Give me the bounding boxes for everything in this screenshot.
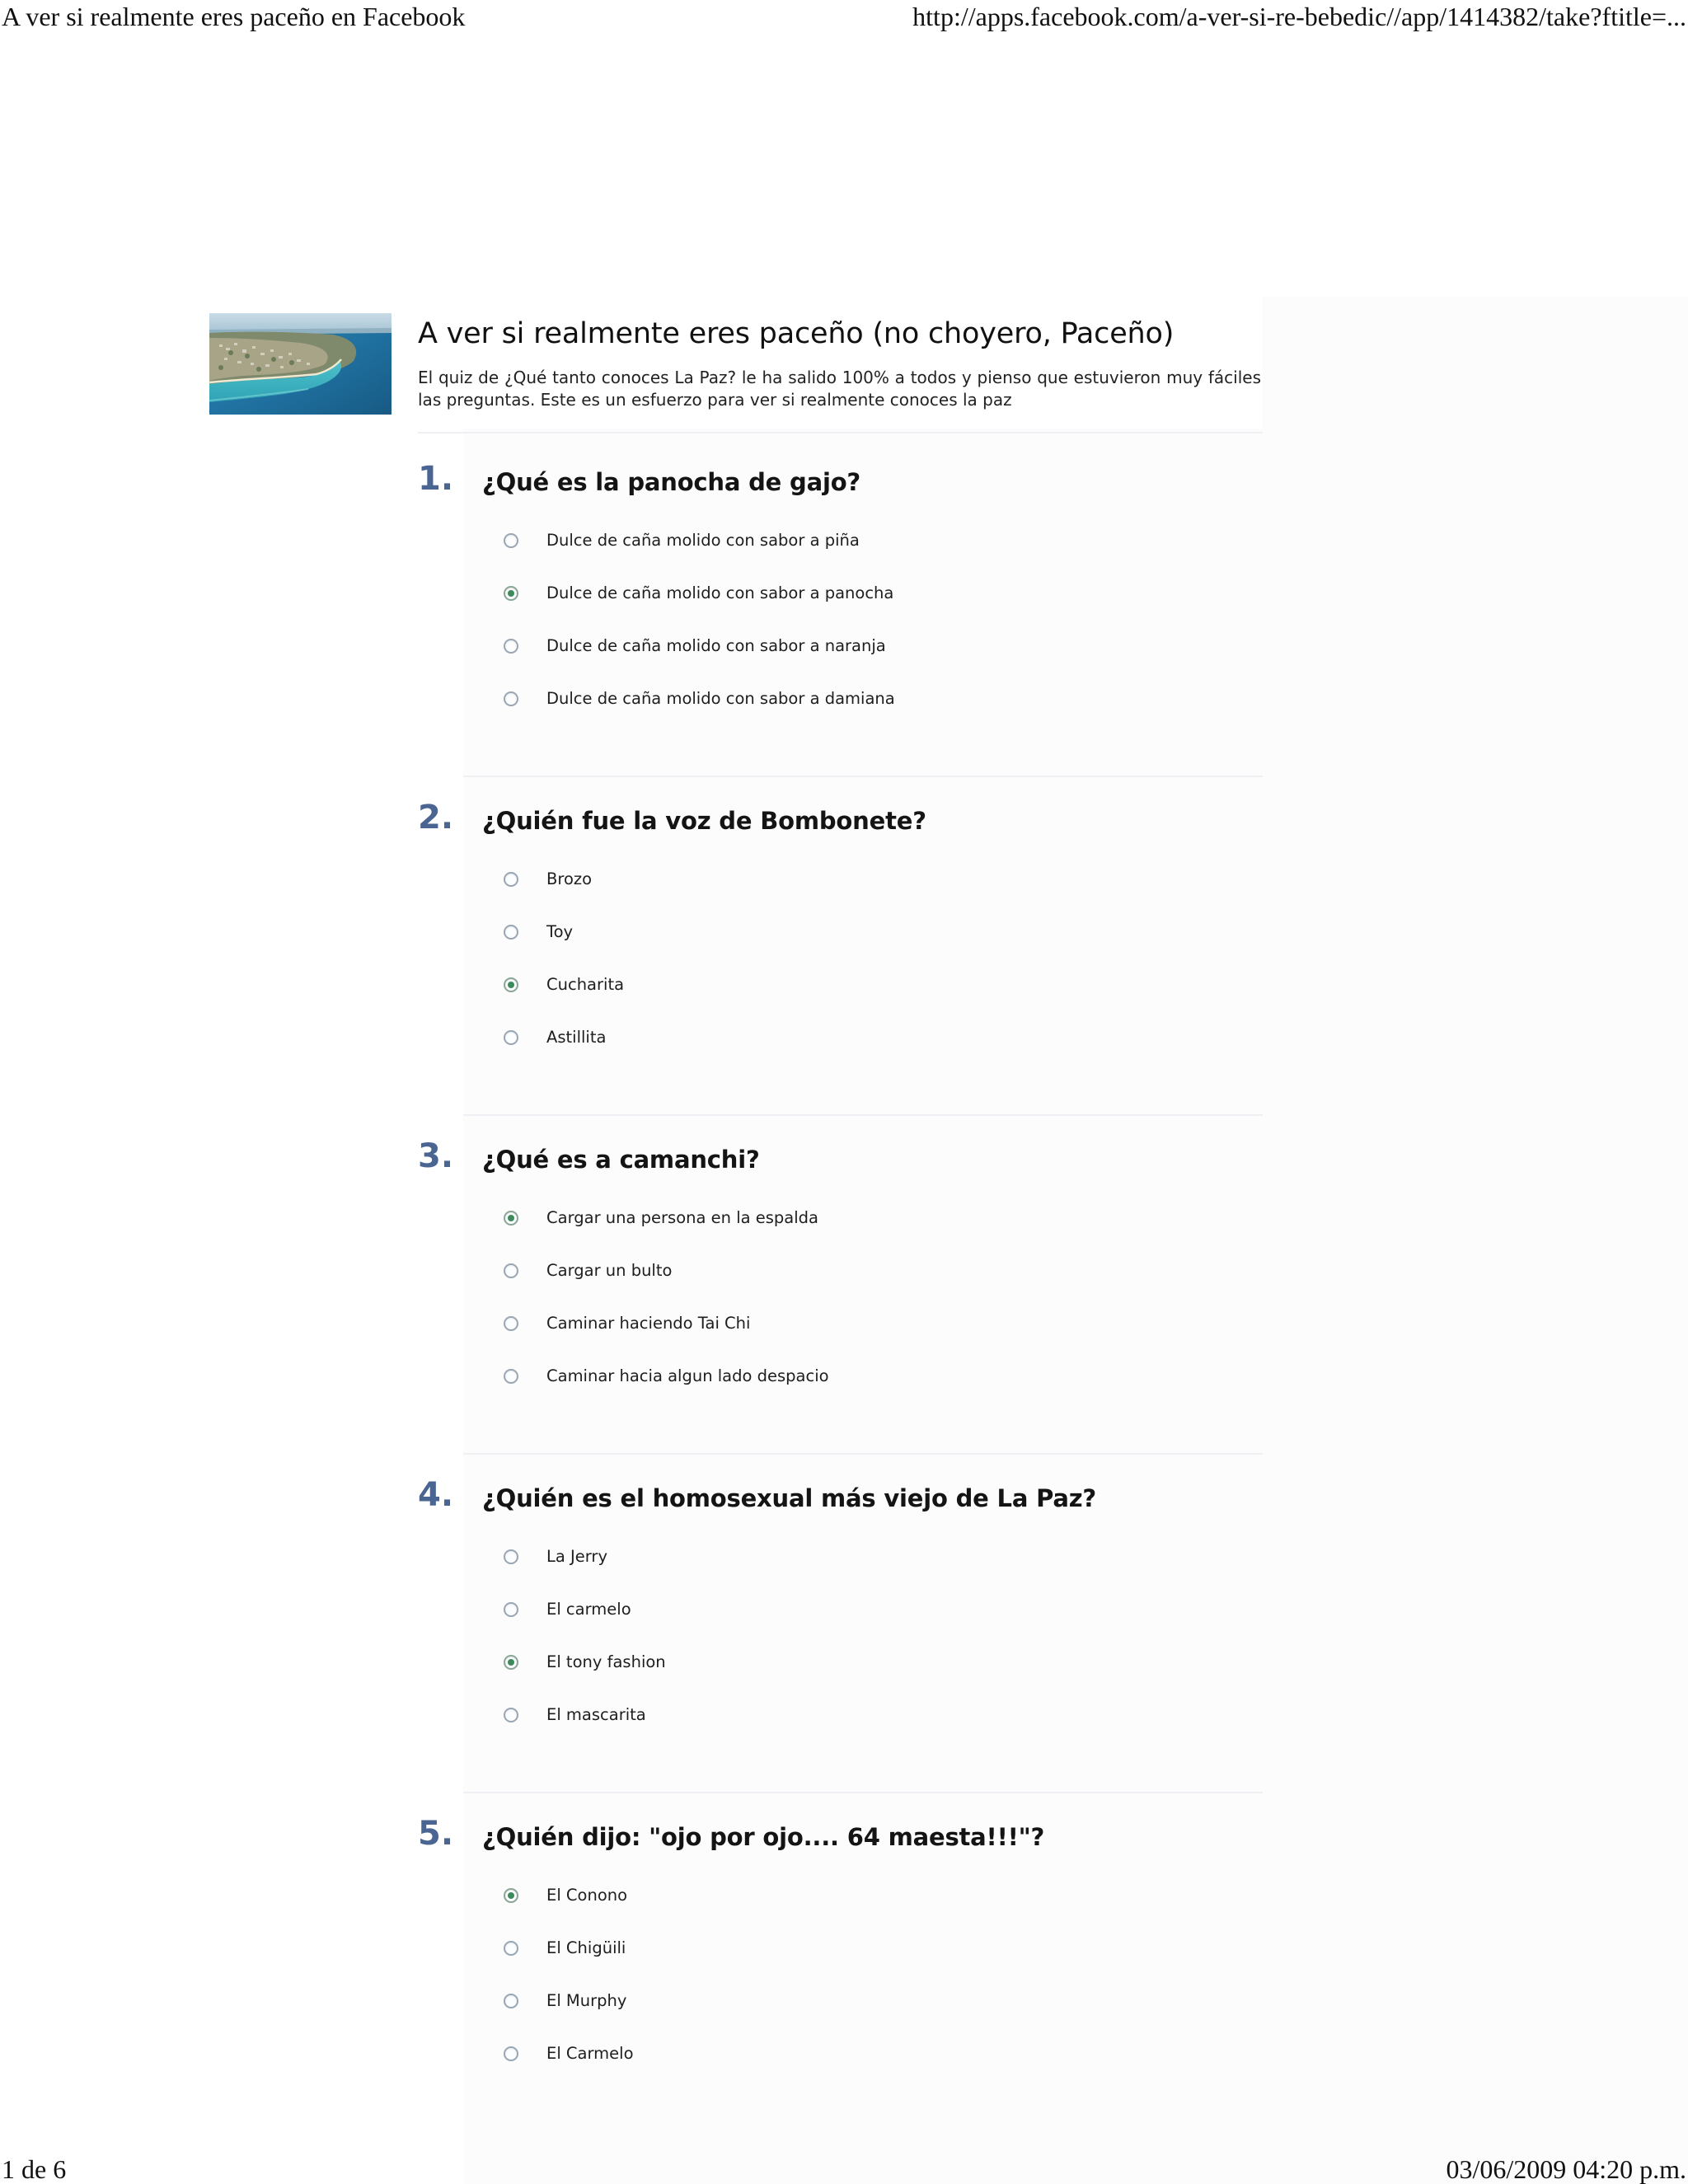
radio-button[interactable] bbox=[504, 1263, 518, 1278]
answer-option-label[interactable]: Cucharita bbox=[546, 975, 625, 994]
radio-button[interactable] bbox=[504, 639, 518, 654]
answer-option-label[interactable]: El tony fashion bbox=[546, 1652, 666, 1671]
answer-option[interactable] bbox=[504, 906, 624, 958]
answer-option-label[interactable]: Dulce de caña molido con sabor a damiana bbox=[546, 689, 895, 708]
radio-button[interactable] bbox=[504, 1369, 518, 1384]
answer-option-label[interactable]: Caminar haciendo Tai Chi bbox=[546, 1314, 751, 1333]
answer-option-label[interactable]: Brozo bbox=[546, 869, 593, 888]
radio-button-selected[interactable] bbox=[504, 1888, 518, 1903]
answer-option[interactable] bbox=[504, 1530, 666, 1583]
radio-button[interactable] bbox=[504, 1708, 518, 1722]
answer-option[interactable] bbox=[504, 673, 895, 725]
answer-option[interactable] bbox=[504, 1689, 666, 1741]
radio-button[interactable] bbox=[504, 691, 518, 706]
question-divider bbox=[463, 776, 1263, 777]
question-text: ¿Quién dijo: "ojo por ojo.... 64 maesta!!!"? bbox=[482, 1823, 1045, 1851]
answer-option-label[interactable]: Dulce de caña molido con sabor a naranja bbox=[546, 636, 886, 655]
radio-button-selected[interactable] bbox=[504, 1655, 518, 1670]
quiz-header bbox=[418, 313, 1261, 411]
answer-option-label[interactable]: El Chigüili bbox=[546, 1938, 626, 1957]
answer-option[interactable] bbox=[504, 1869, 634, 1922]
content-background-right bbox=[1263, 297, 1688, 2159]
radio-button[interactable] bbox=[504, 1030, 518, 1045]
print-page-title: A ver si realmente eres paceño en Facebook bbox=[2, 1, 466, 31]
answer-option-label[interactable]: Cargar un bulto bbox=[546, 1261, 673, 1280]
answer-option[interactable] bbox=[504, 1011, 624, 1064]
question-number: 5. bbox=[418, 1815, 454, 1853]
answer-option-label[interactable]: Caminar hacia algun lado despacio bbox=[546, 1366, 829, 1385]
answer-option-label[interactable]: El Murphy bbox=[546, 1991, 627, 2010]
radio-button-selected[interactable] bbox=[504, 977, 518, 992]
question-divider bbox=[463, 1114, 1263, 1116]
answer-option[interactable] bbox=[504, 1350, 829, 1403]
radio-button[interactable] bbox=[504, 2046, 518, 2061]
quiz-description: El quiz de ¿Qué tanto conoces La Paz? le ha salido 100% a todos y pienso que estuvieron muy fáciles las preguntas. Este es un esfuerzo para ver si realmente conoces la paz bbox=[418, 368, 1261, 410]
answer-option[interactable] bbox=[504, 1244, 829, 1297]
question-divider bbox=[463, 1453, 1263, 1455]
answer-option[interactable] bbox=[504, 620, 895, 673]
radio-button[interactable] bbox=[504, 925, 518, 940]
answer-option[interactable] bbox=[504, 2027, 634, 2080]
answer-option[interactable] bbox=[504, 1192, 829, 1244]
question-number: 3. bbox=[418, 1137, 454, 1175]
answer-option-label[interactable]: Toy bbox=[546, 922, 574, 941]
answer-options bbox=[504, 853, 624, 1064]
answer-option-label[interactable]: El mascarita bbox=[546, 1705, 646, 1724]
question-text: ¿Qué es la panocha de gajo? bbox=[482, 468, 861, 496]
answer-option-label[interactable]: Dulce de caña molido con sabor a panocha bbox=[546, 583, 894, 602]
answer-option[interactable] bbox=[504, 1583, 666, 1636]
answer-option-label[interactable]: Cargar una persona en la espalda bbox=[546, 1208, 818, 1227]
answer-option-label[interactable]: El carmelo bbox=[546, 1600, 631, 1619]
answer-option-label[interactable]: El Carmelo bbox=[546, 2044, 634, 2063]
question-number: 2. bbox=[418, 799, 454, 837]
answer-option-label[interactable]: La Jerry bbox=[546, 1547, 607, 1566]
question-divider bbox=[463, 1792, 1263, 1793]
answer-options bbox=[504, 1192, 829, 1403]
radio-button-selected[interactable] bbox=[504, 1211, 518, 1226]
answer-option-label[interactable]: Dulce de caña molido con sabor a piña bbox=[546, 531, 860, 550]
question-number: 1. bbox=[418, 460, 454, 498]
answer-option[interactable] bbox=[504, 1636, 666, 1689]
quiz-thumbnail-image bbox=[209, 313, 392, 415]
question-text: ¿Quién es el homosexual más viejo de La Paz? bbox=[482, 1484, 1097, 1512]
print-page-url: http://apps.facebook.com/a-ver-si-re-bebedic//app/1414382/take?ftitle=... bbox=[912, 1, 1686, 31]
radio-button[interactable] bbox=[504, 1316, 518, 1331]
question-text: ¿Quién fue la voz de Bombonete? bbox=[482, 807, 926, 835]
answer-option-label[interactable]: Astillita bbox=[546, 1028, 607, 1047]
print-header bbox=[0, 0, 1688, 33]
radio-button[interactable] bbox=[504, 1994, 518, 2008]
radio-button[interactable] bbox=[504, 533, 518, 548]
radio-button[interactable] bbox=[504, 872, 518, 887]
answer-option[interactable] bbox=[504, 958, 624, 1011]
answer-option-label[interactable]: El Conono bbox=[546, 1886, 628, 1905]
answer-option[interactable] bbox=[504, 853, 624, 906]
print-page-number: 1 de 6 bbox=[2, 2154, 67, 2184]
radio-button[interactable] bbox=[504, 1602, 518, 1617]
print-footer bbox=[0, 2153, 1688, 2184]
quiz-title: A ver si realmente eres paceño (no choyero, Paceño) bbox=[418, 317, 1175, 350]
radio-button-selected[interactable] bbox=[504, 586, 518, 601]
radio-button[interactable] bbox=[504, 1549, 518, 1564]
question-text: ¿Qué es a camanchi? bbox=[482, 1146, 760, 1174]
question-number: 4. bbox=[418, 1476, 454, 1514]
answer-options bbox=[504, 514, 895, 725]
print-datetime: 03/06/2009 04:20 p.m. bbox=[1446, 2154, 1686, 2184]
answer-option[interactable] bbox=[504, 1297, 829, 1350]
answer-option[interactable] bbox=[504, 1922, 634, 1975]
divider bbox=[418, 432, 1263, 434]
answer-option[interactable] bbox=[504, 514, 895, 567]
answer-options bbox=[504, 1869, 634, 2080]
radio-button[interactable] bbox=[504, 1941, 518, 1956]
answer-option[interactable] bbox=[504, 1975, 634, 2027]
answer-option[interactable] bbox=[504, 567, 895, 620]
answer-options bbox=[504, 1530, 666, 1741]
